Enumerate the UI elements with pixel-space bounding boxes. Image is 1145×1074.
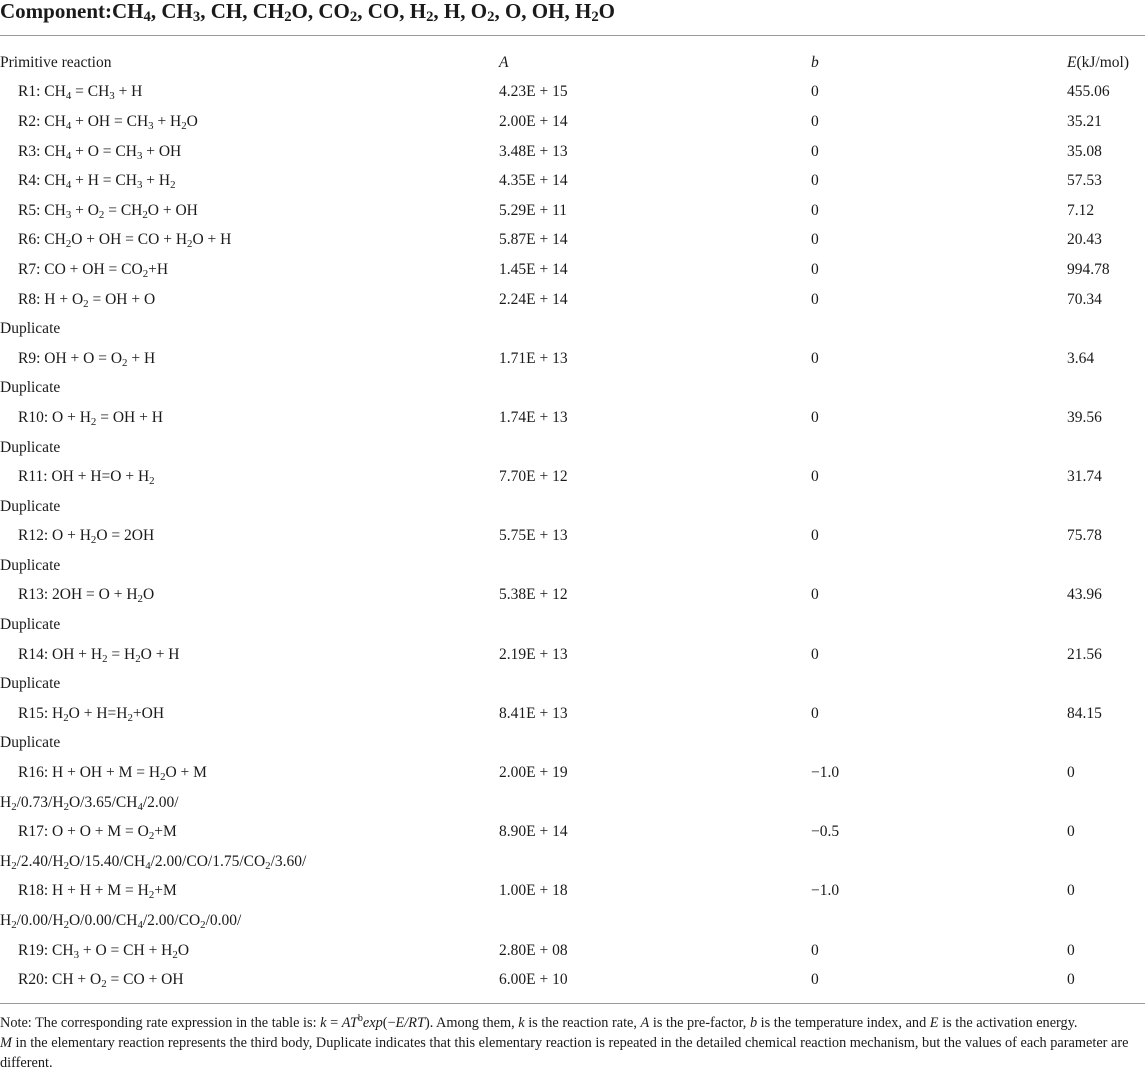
annotation-row <box>0 551 1145 581</box>
reaction-row <box>0 581 1145 611</box>
subscript: 4 <box>143 9 151 25</box>
activation-energy-cell: 0 <box>1067 764 1075 782</box>
subscript: 2 <box>63 800 69 813</box>
subscript: 4 <box>65 119 72 132</box>
title-species: $CO_2$ <box>318 0 358 25</box>
empty-cell <box>499 729 811 759</box>
subscript: 2 <box>591 9 599 25</box>
italic-symbol: k <box>320 1015 327 1031</box>
subscript: 3 <box>136 149 143 162</box>
subscript: 2 <box>65 238 72 251</box>
superscript: b <box>357 1013 363 1024</box>
reaction-equation: R8: $H + O_2$ = OH + O <box>18 290 156 310</box>
reaction-equation: R9: OH + $O = O_2 + H$ <box>18 349 156 369</box>
reaction-equation: R18: $H + H + M = H_2+M$ <box>18 882 177 902</box>
pre-factor-cell: 2.80E + 08 <box>499 941 568 959</box>
reaction-row <box>0 403 1145 433</box>
pre-factor-cell: 4.23E + 15 <box>499 83 568 101</box>
subscript: 2 <box>142 208 148 221</box>
reaction-row <box>0 78 1145 108</box>
temperature-index-cell: 0 <box>811 231 819 249</box>
reaction-equation: R15: $H_2O + H=H_2+OH$ <box>18 704 165 724</box>
pre-factor-cell: 1.45E + 14 <box>499 260 568 278</box>
reaction-row <box>0 255 1145 285</box>
activation-energy-cell: 7.12 <box>1067 201 1095 219</box>
subscript: 2 <box>83 297 89 310</box>
subscript: 2 <box>98 208 105 221</box>
subscript: 2 <box>487 9 495 25</box>
annotation-row <box>0 314 1145 344</box>
subscript: 2 <box>11 859 17 872</box>
activation-energy-cell: 455.06 <box>1067 83 1110 101</box>
subscript: 2 <box>148 889 155 902</box>
subscript: 2 <box>127 711 133 724</box>
annotation-text: Duplicate <box>0 675 61 693</box>
subscript: 3 <box>192 9 201 25</box>
reaction-equation: R10: $O + H_2$ = OH + H <box>18 408 163 428</box>
subscript: 2 <box>187 238 193 251</box>
empty-cell <box>811 492 1067 522</box>
empty-cell <box>499 847 811 877</box>
table-title <box>0 0 615 28</box>
annotation-text: Duplicate <box>0 734 61 752</box>
subscript: 3 <box>136 179 143 192</box>
subscript: 2 <box>142 267 149 280</box>
reaction-equation: R14: OH + $H_2 = H_2O + H$ <box>18 645 180 665</box>
reaction-row <box>0 137 1145 167</box>
subscript: 2 <box>11 919 17 932</box>
pre-factor-cell: 5.75E + 13 <box>499 527 568 545</box>
activation-energy-cell: 75.78 <box>1067 527 1102 545</box>
subscript: 2 <box>149 475 155 488</box>
subscript: 2 <box>148 830 155 843</box>
temperature-index-cell: 0 <box>811 172 819 190</box>
subscript: 2 <box>284 9 292 25</box>
reaction-table <box>0 48 1145 995</box>
empty-cell <box>499 906 811 936</box>
reaction-row <box>0 877 1145 907</box>
title-species: $H_2O$ <box>574 0 615 25</box>
activation-energy-cell: 0 <box>1067 941 1075 959</box>
empty-cell <box>1067 669 1145 699</box>
title-species: $O_2$ <box>470 0 495 25</box>
annotation-text: Duplicate <box>0 616 61 634</box>
empty-cell <box>499 314 811 344</box>
reaction-row <box>0 522 1145 552</box>
subscript: 2 <box>426 9 434 25</box>
annotation-row <box>0 906 1145 936</box>
pre-factor-cell: 3.48E + 13 <box>499 142 568 160</box>
reaction-row <box>0 965 1145 995</box>
annotation-row <box>0 610 1145 640</box>
reaction-row <box>0 699 1145 729</box>
pre-factor-cell: 1.71E + 13 <box>499 349 568 367</box>
subscript: 2 <box>265 859 271 872</box>
empty-cell <box>1067 551 1145 581</box>
pre-factor-cell: 5.38E + 12 <box>499 586 568 604</box>
header-a: A <box>499 53 509 71</box>
subscript: 4 <box>137 800 143 813</box>
title-species: CO <box>367 0 400 23</box>
table-body <box>0 78 1145 995</box>
annotation-text: Duplicate <box>0 497 61 515</box>
subscript: 2 <box>160 771 166 784</box>
reaction-row <box>0 344 1145 374</box>
title-species: H <box>443 0 461 23</box>
subscript: 2 <box>137 593 143 606</box>
italic-symbol: k <box>518 1015 525 1031</box>
title-species: OH <box>531 0 565 23</box>
title-species: CH <box>210 0 243 23</box>
header-b: b <box>811 53 819 71</box>
empty-cell <box>499 551 811 581</box>
pre-factor-cell: 8.90E + 14 <box>499 823 568 841</box>
subscript: 4 <box>65 179 72 192</box>
temperature-index-cell: 0 <box>811 468 819 486</box>
reaction-equation: R11: OH + $H=O + H_2$ <box>18 468 155 488</box>
temperature-index-cell: 0 <box>811 260 819 278</box>
pre-factor-cell: 7.70E + 12 <box>499 468 568 486</box>
reaction-equation: R12: $O + H_2O = 2OH$ <box>18 527 155 547</box>
empty-cell <box>1067 610 1145 640</box>
pre-factor-cell: 8.41E + 13 <box>499 704 568 722</box>
reaction-row <box>0 640 1145 670</box>
temperature-index-cell: 0 <box>811 290 819 308</box>
activation-energy-cell: 20.43 <box>1067 231 1102 249</box>
empty-cell <box>1067 374 1145 404</box>
pre-factor-cell: 2.24E + 14 <box>499 290 568 308</box>
subscript: 2 <box>11 800 17 813</box>
italic-symbol: A <box>640 1015 650 1031</box>
annotation-row <box>0 374 1145 404</box>
pre-factor-cell: 5.87E + 14 <box>499 231 568 249</box>
italic-symbol: AT <box>341 1015 358 1031</box>
annotation-row <box>0 729 1145 759</box>
subscript: 2 <box>122 356 128 369</box>
table-footnote: Note: The corresponding rate expression in the table is: $k = AT^b\exp(-E/RT)$. Among them, k is the reaction rate, A is the pre-factor, b is the temperature index, and E is the activation energy. M in the elementary reaction represents the third body, Duplicate indicates that this elementary reaction is repeated in the detailed chemical reaction mechanism, but the values of each parameter are different. <box>0 1013 1129 1071</box>
empty-cell <box>499 374 811 404</box>
italic-symbol: exp <box>362 1015 383 1031</box>
activation-energy-cell: 0 <box>1067 823 1075 841</box>
activation-energy-cell: 35.08 <box>1067 142 1102 160</box>
reaction-equation: R6: $CH_2O$ + OH = CO + $H_2O + H$ <box>18 231 232 251</box>
title-prefix: Component: <box>0 0 113 23</box>
temperature-index-cell: 0 <box>811 201 819 219</box>
activation-energy-cell: 70.34 <box>1067 290 1102 308</box>
activation-energy-cell: 3.64 <box>1067 349 1095 367</box>
empty-cell <box>811 610 1067 640</box>
subscript: 2 <box>172 948 178 961</box>
temperature-index-cell: 0 <box>811 527 819 545</box>
reaction-row <box>0 107 1145 137</box>
temperature-index-cell: 0 <box>811 142 819 160</box>
reaction-row <box>0 462 1145 492</box>
pre-factor-cell: 2.00E + 14 <box>499 112 568 130</box>
annotation-text: Duplicate <box>0 556 61 574</box>
pre-factor-cell: 6.00E + 10 <box>499 971 568 989</box>
annotation-text: $H_2/0.00/H_2O/0.00/CH_4/2.00/CO_2/0.00/$ <box>0 912 242 932</box>
temperature-index-cell: 0 <box>811 645 819 663</box>
title-species: $CH_3$ <box>161 0 201 25</box>
title-species: $H_2$ <box>409 0 434 25</box>
empty-cell <box>811 847 1067 877</box>
annotation-row <box>0 669 1145 699</box>
empty-cell <box>811 374 1067 404</box>
subscript: 2 <box>90 415 97 428</box>
empty-cell <box>1067 433 1145 463</box>
empty-cell <box>811 906 1067 936</box>
reaction-row <box>0 226 1145 256</box>
empty-cell <box>811 551 1067 581</box>
pre-factor-cell: 2.00E + 19 <box>499 764 568 782</box>
reaction-equation: R4: $CH_4 + H = CH_3 + H_2$ <box>18 172 176 192</box>
title-species: O <box>504 0 522 23</box>
subscript: 3 <box>65 208 72 221</box>
temperature-index-cell: 0 <box>811 408 819 426</box>
activation-energy-cell: 21.56 <box>1067 645 1102 663</box>
temperature-index-cell: 0 <box>811 971 819 989</box>
pre-factor-cell: 1.00E + 18 <box>499 882 568 900</box>
subscript: 2 <box>200 919 206 932</box>
temperature-index-cell: 0 <box>811 112 819 130</box>
bottom-rule <box>0 1003 1145 1004</box>
header-reaction: Primitive reaction <box>0 53 112 71</box>
subscript: 2 <box>349 9 358 25</box>
activation-energy-cell: 35.21 <box>1067 112 1102 130</box>
empty-cell <box>499 669 811 699</box>
temperature-index-cell: 0 <box>811 704 819 722</box>
subscript: 4 <box>65 149 72 162</box>
temperature-index-cell: 0 <box>811 349 819 367</box>
italic-symbol: E <box>929 1015 939 1031</box>
pre-factor-cell: 1.74E + 13 <box>499 408 568 426</box>
annotation-row <box>0 788 1145 818</box>
temperature-index-cell: −0.5 <box>811 823 840 841</box>
empty-cell <box>1067 847 1145 877</box>
annotation-row <box>0 433 1145 463</box>
subscript: 2 <box>63 919 69 932</box>
temperature-index-cell: −1.0 <box>811 882 840 900</box>
subscript: 2 <box>63 711 69 724</box>
pre-factor-cell: 5.29E + 11 <box>499 201 568 219</box>
reaction-equation: R2: $CH_4$ + OH = $CH_3 + H_2O$ <box>18 112 198 132</box>
activation-energy-cell: 84.15 <box>1067 704 1102 722</box>
activation-energy-cell: 31.74 <box>1067 468 1102 486</box>
empty-cell <box>811 729 1067 759</box>
header-e <box>1067 48 1145 78</box>
subscript: 2 <box>181 119 187 132</box>
reaction-equation: R5: $CH_3 + O_2 = CH_2O$ + OH <box>18 201 198 221</box>
reaction-equation: R17: $O + O + M = O_2+M$ <box>18 823 177 843</box>
temperature-index-cell: 0 <box>811 586 819 604</box>
empty-cell <box>499 492 811 522</box>
empty-cell <box>811 433 1067 463</box>
reaction-equation: R3: $CH_4 + O = CH_3$ + OH <box>18 142 182 162</box>
reaction-row <box>0 936 1145 966</box>
activation-energy-cell: 57.53 <box>1067 172 1102 190</box>
temperature-index-cell: 0 <box>811 83 819 101</box>
title-species: $CH_2O$ <box>252 0 308 25</box>
header-row <box>0 48 1145 78</box>
annotation-text: Duplicate <box>0 320 61 338</box>
temperature-index-cell: −1.0 <box>811 764 840 782</box>
empty-cell <box>1067 788 1145 818</box>
empty-cell <box>811 314 1067 344</box>
subscript: 3 <box>148 119 154 132</box>
subscript: 4 <box>137 919 143 932</box>
title-species-list: $CH_4$, $CH_3$, CH, $CH_2O$, $CO_2$, CO, $H_2$, H, $O_2$, O, OH, $H_2O$ <box>112 0 615 25</box>
reaction-row <box>0 758 1145 788</box>
empty-cell <box>1067 729 1145 759</box>
empty-cell <box>1067 314 1145 344</box>
subscript: 2 <box>102 652 108 665</box>
subscript: 2 <box>135 652 141 665</box>
activation-energy-cell: 0 <box>1067 882 1075 900</box>
activation-energy-cell: 43.96 <box>1067 586 1102 604</box>
pre-factor-cell: 2.19E + 13 <box>499 645 568 663</box>
subscript: 3 <box>109 90 115 103</box>
empty-cell <box>499 433 811 463</box>
subscript: 3 <box>73 948 79 961</box>
reaction-equation: R13: $2OH = O + H_2O$ <box>18 586 155 606</box>
empty-cell <box>1067 492 1145 522</box>
empty-cell <box>811 788 1067 818</box>
reaction-row <box>0 817 1145 847</box>
italic-symbol: E/RT <box>395 1015 425 1031</box>
italic-symbol: b <box>749 1015 758 1031</box>
annotation-row <box>0 492 1145 522</box>
subscript: 2 <box>90 534 97 547</box>
empty-cell <box>499 610 811 640</box>
activation-energy-cell: 0 <box>1067 971 1075 989</box>
subscript: 2 <box>170 179 176 192</box>
reaction-equation: R19: $CH_3 + O$ = CH + $H_2O$ <box>18 941 190 961</box>
annotation-text: $H_2/0.73/H_2O/3.65/CH_4/2.00/$ <box>0 793 179 813</box>
reaction-equation: R1: $CH_4 = CH_3 + H$ <box>18 83 143 103</box>
subscript: 2 <box>101 978 107 991</box>
subscript: 2 <box>63 859 69 872</box>
annotation-row <box>0 847 1145 877</box>
empty-cell <box>811 669 1067 699</box>
italic-symbol: M <box>0 1035 12 1051</box>
annotation-text: Duplicate <box>0 438 61 456</box>
title-species: $CH_4$ <box>112 0 151 25</box>
annotation-text: $H_2/2.40/H_2O/15.40/CH_4/2.00/CO/1.75/CO_2/3.60/$ <box>0 852 307 872</box>
reaction-row <box>0 196 1145 226</box>
top-rule <box>0 35 1145 36</box>
header-e-symbol: E <box>1067 53 1077 71</box>
reaction-equation: R7: CO + OH = $CO_2+H$ <box>18 260 169 280</box>
activation-energy-cell: 39.56 <box>1067 408 1102 426</box>
reaction-row <box>0 166 1145 196</box>
reaction-equation: R20: CH + $O_2$ = CO + OH <box>18 971 184 991</box>
header-e-unit: (kJ/mol) <box>1076 53 1129 71</box>
activation-energy-cell: 994.78 <box>1067 260 1110 278</box>
pre-factor-cell: 4.35E + 14 <box>499 172 568 190</box>
reaction-equation: R16: H + OH + $M = H_2O + M$ <box>18 764 207 784</box>
subscript: 4 <box>65 90 72 103</box>
reaction-row <box>0 285 1145 315</box>
empty-cell <box>499 788 811 818</box>
subscript: 4 <box>145 859 151 872</box>
temperature-index-cell: 0 <box>811 941 819 959</box>
empty-cell <box>1067 906 1145 936</box>
annotation-text: Duplicate <box>0 379 61 397</box>
